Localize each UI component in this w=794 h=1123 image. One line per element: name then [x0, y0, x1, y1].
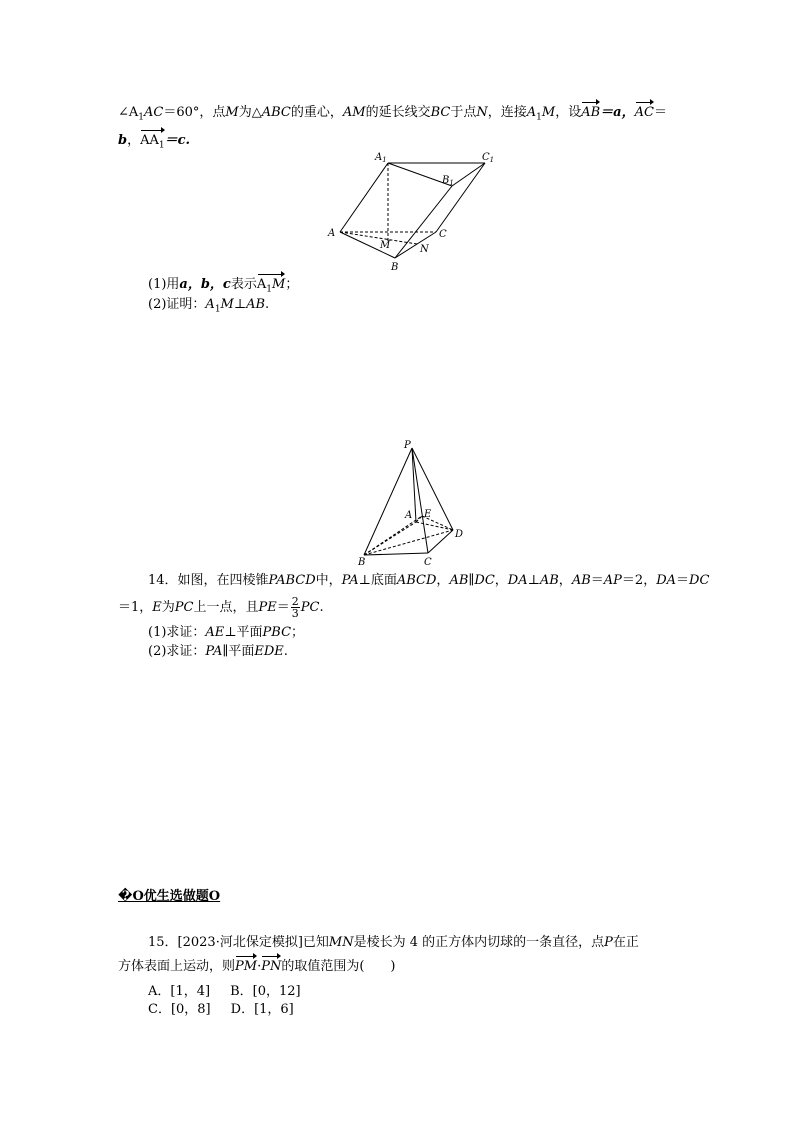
var-bc: BC: [430, 105, 451, 120]
subscript: 1: [536, 112, 542, 123]
var-m: M: [225, 105, 239, 120]
q15-options-row1: [148, 983, 301, 1001]
edge-bc: [364, 553, 428, 555]
numerator: 2: [291, 595, 299, 608]
var-da: DA: [656, 573, 677, 588]
vector-label: M: [272, 277, 286, 292]
label-b: B: [391, 262, 399, 273]
subscript: 1: [214, 304, 221, 315]
fraction: [291, 596, 300, 619]
text: ；: [285, 277, 299, 292]
text: ，连接: [487, 105, 527, 120]
var-ac: AC: [144, 105, 164, 120]
vector-ac: AC: [634, 105, 654, 120]
text: (2)求证：: [148, 644, 206, 659]
prism-figure: [320, 148, 510, 278]
text: ＝60°，点: [163, 105, 226, 120]
q13-intro-line2: [118, 132, 190, 155]
label-a1: $A_1$: [375, 152, 387, 164]
option-b: B．[0，12]: [230, 984, 301, 999]
label-n: N: [420, 244, 429, 255]
text: ，: [494, 573, 508, 588]
text: (2)证明：: [148, 297, 206, 312]
text: ，设: [555, 105, 582, 120]
var-da: DA: [507, 573, 528, 588]
var-pe: PE: [258, 600, 277, 615]
q13-part2: [148, 296, 269, 319]
var-abc: ABC: [261, 105, 291, 120]
perp-symbol: ⊥: [233, 297, 247, 312]
text: .: [319, 600, 324, 615]
edge-b1c1: [452, 163, 485, 186]
edge-cd: [428, 530, 453, 553]
text: .: [265, 297, 270, 312]
text: ＝: [590, 573, 604, 588]
text: ＝: [676, 573, 690, 588]
var-e: E: [152, 600, 162, 615]
var-pyramid: PABCD: [268, 573, 316, 588]
text: ，: [558, 573, 572, 588]
option-c: C．[0，8]: [148, 1002, 211, 1017]
text: ；: [291, 625, 305, 640]
text: ，: [436, 573, 450, 588]
edge-aa1: [340, 163, 388, 232]
q14-line2: [118, 596, 324, 620]
label-b1: $B_1$: [442, 175, 454, 187]
label-a: A: [328, 228, 336, 239]
q15-line2: [118, 958, 396, 976]
dot-symbol: ·: [257, 959, 262, 974]
var-m: M: [220, 297, 234, 312]
var-am: AM: [342, 105, 366, 120]
var-dc: DC: [689, 573, 710, 588]
var-a: A: [205, 297, 215, 312]
var-ede: EDE: [254, 644, 284, 659]
edge-bc: [395, 232, 436, 258]
var-pc: PC: [174, 600, 194, 615]
text: 于点: [450, 105, 477, 120]
option-d: D．[1，6]: [230, 1002, 294, 1017]
var-m: M: [541, 105, 556, 120]
perp-symbol: ⊥: [527, 573, 540, 588]
text: 是棱长为 4 的正方体内切球的一条直径，点: [353, 935, 605, 950]
text: ＝: [276, 600, 290, 615]
angle-symbol: ∠A: [118, 105, 139, 120]
text: 的延长线交: [365, 105, 431, 120]
text: 为: [161, 600, 175, 615]
var-n: N: [476, 105, 488, 120]
text: ＝2，: [621, 573, 657, 588]
vector-pm: PM: [235, 959, 258, 974]
label-a: A: [405, 510, 413, 521]
q15-options-row2: [148, 1001, 294, 1019]
text: 在正: [612, 935, 639, 950]
text: 中，: [315, 573, 342, 588]
q14-part1: [148, 624, 304, 642]
var-pc: PC: [300, 600, 320, 615]
label-p: P: [404, 440, 411, 451]
label-d: D: [455, 529, 464, 540]
label-m: M: [380, 240, 391, 251]
var-pbc: PBC: [262, 625, 292, 640]
text: (1)求证：: [148, 625, 206, 640]
text: ＝a，: [600, 105, 635, 120]
label-b: B: [358, 557, 366, 568]
option-a: A．[1，4]: [148, 984, 211, 999]
vector-label: AA: [140, 133, 159, 148]
q14-line1: [148, 572, 709, 590]
var-mn: MN: [328, 935, 354, 950]
text: 15．[2023·河北保定模拟]已知: [148, 935, 329, 950]
text: ⊥底面: [358, 573, 397, 588]
var-pa: PA: [341, 573, 359, 588]
edge-ad: [416, 522, 453, 530]
text: ＝1，: [118, 600, 153, 615]
text: ∥平面: [222, 644, 255, 659]
text: 14．如图，在四棱锥: [148, 573, 269, 588]
var-ab: AB: [571, 573, 591, 588]
denominator: 3: [291, 607, 299, 620]
var-ap: AP: [603, 573, 622, 588]
vector-pn: PN: [261, 959, 282, 974]
text: ，: [127, 133, 141, 148]
line-ae: [416, 516, 422, 522]
q15-line1: [148, 934, 639, 952]
vars: a，b，c: [179, 277, 231, 292]
text: ＝c.: [164, 133, 191, 148]
var-abcd: ABCD: [396, 573, 437, 588]
var-b: b: [118, 133, 128, 148]
subscript: 1: [138, 112, 145, 123]
text: 为△: [238, 105, 262, 120]
pyramid-figure: [350, 438, 480, 568]
var-p: P: [604, 935, 613, 950]
text: ＝: [653, 105, 667, 120]
vector-aa1: [140, 132, 165, 155]
section-title: �O优生选做题O: [118, 889, 221, 904]
q14-part2: [148, 643, 288, 661]
label-c: C: [424, 557, 432, 568]
text: 方体表面上运动，则: [118, 959, 236, 974]
var-ab: AB: [449, 573, 469, 588]
label-e: E: [424, 509, 432, 520]
var-dc: DC: [474, 573, 495, 588]
edge-pb: [364, 448, 412, 555]
var-a: A: [526, 105, 537, 120]
text: (1)用: [148, 277, 180, 292]
text: 上一点，且: [193, 600, 259, 615]
subscript: 1: [158, 140, 165, 151]
parallel-symbol: ∥: [468, 573, 475, 588]
label-c: C: [439, 229, 447, 240]
text: ⊥平面: [224, 625, 263, 640]
label-c1: $C_1$: [482, 152, 495, 164]
text: 的重心，: [290, 105, 343, 120]
text: 表示: [230, 277, 257, 292]
var-ab: AB: [246, 297, 266, 312]
var-ae: AE: [205, 625, 225, 640]
var-pa: PA: [205, 644, 223, 659]
vector-label: A: [256, 277, 267, 292]
text: .: [283, 644, 288, 659]
subscript: 1: [266, 284, 272, 295]
vector-ab: AB: [581, 105, 601, 120]
text: 的取值范围为( ): [281, 959, 396, 974]
q13-intro-line1: [118, 104, 667, 127]
var-ab: AB: [539, 573, 559, 588]
